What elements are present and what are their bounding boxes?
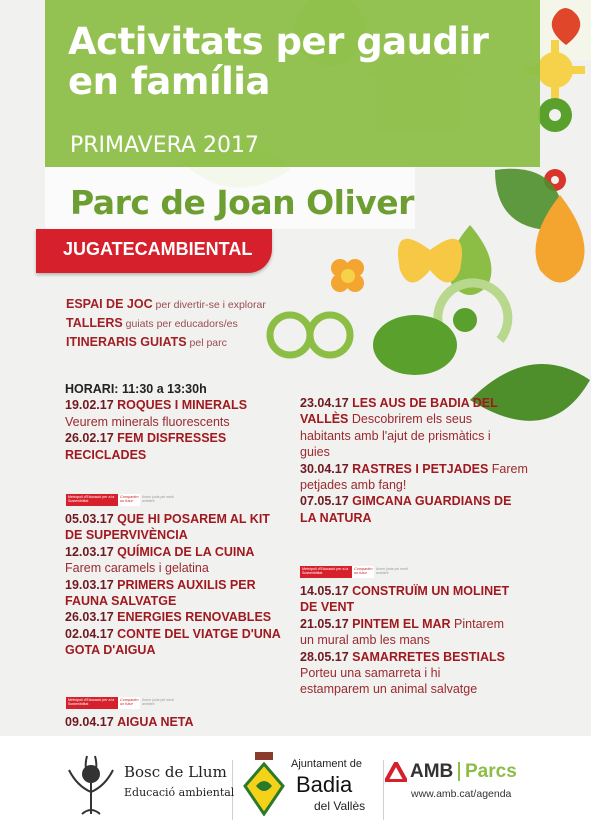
event-date: 09.04.17 bbox=[65, 715, 114, 729]
event-date: 19.03.17 bbox=[65, 577, 114, 592]
flower-icon bbox=[331, 259, 364, 292]
event-date: 05.03.17 bbox=[65, 512, 114, 526]
title-line-1: Activitats per gaudir bbox=[68, 20, 489, 63]
event-item bbox=[65, 714, 305, 730]
badia-shield-icon bbox=[243, 752, 285, 816]
feature-text: pel parc bbox=[189, 337, 227, 349]
event-item bbox=[65, 430, 305, 446]
event-title: LES AUS DE BADIA DEL bbox=[352, 396, 498, 410]
amb-triangle-icon bbox=[385, 762, 407, 782]
event-title-cont: VALLÈS bbox=[300, 412, 349, 427]
event-note: Farem bbox=[491, 461, 528, 476]
event-title: RASTRES I PETJADES bbox=[352, 461, 489, 476]
event-title: ROQUES I MINERALS bbox=[117, 398, 248, 413]
bicycle-icon bbox=[270, 315, 350, 355]
event-title-cont: RECICLADES bbox=[65, 447, 147, 462]
event-item bbox=[65, 626, 305, 642]
feature-item bbox=[66, 297, 266, 311]
event-title: AIGUA NETA bbox=[117, 715, 194, 729]
logo-bosc-subtitle: Educació ambiental bbox=[124, 786, 235, 799]
agenda-link[interactable]: www.amb.cat/agenda bbox=[411, 788, 512, 800]
event-note: Farem caramels i gelatina bbox=[65, 561, 209, 576]
program-name: JUGATECAMBIENTAL bbox=[63, 239, 253, 259]
schedule-right-column bbox=[300, 395, 540, 526]
event-title-cont: FAUNA SALVATGE bbox=[65, 594, 177, 609]
partner-strip bbox=[300, 566, 418, 578]
turtle-icon bbox=[373, 308, 477, 375]
event-date: 28.05.17 bbox=[300, 649, 349, 664]
event-item bbox=[300, 395, 540, 411]
event-note: Descobrirem els seus bbox=[351, 412, 473, 427]
event-date: 07.05.17 bbox=[300, 494, 349, 509]
partner-strip-red: Metròpoli d'Educació per a la Sostenibilitat bbox=[300, 566, 352, 578]
event-item bbox=[65, 397, 305, 413]
event-date: 26.03.17 bbox=[65, 610, 114, 625]
schedule-hours: HORARI: 11:30 a 13:30h bbox=[65, 382, 207, 396]
event-title-cont: DE SUPERVIVÈNCIA bbox=[65, 528, 188, 543]
partner-strip bbox=[66, 494, 184, 506]
gear-icon bbox=[538, 98, 572, 132]
event-title: FEM DISFRESSES bbox=[117, 431, 227, 446]
event-note: un mural amb les mans bbox=[300, 633, 430, 648]
logo-badia: Badia bbox=[296, 772, 353, 797]
schedule-left-column-3 bbox=[65, 714, 305, 730]
butterfly-icon bbox=[398, 239, 462, 283]
feature-text: guiats per educadors/es bbox=[125, 318, 238, 330]
event-date: 21.05.17 bbox=[300, 616, 349, 631]
logo-del-valles: del Vallès bbox=[314, 799, 366, 813]
feature-item bbox=[66, 316, 238, 330]
feature-text: per divertir-se i explorar bbox=[155, 299, 266, 311]
partner-strip-white: Anem junts pel medi ambient bbox=[376, 567, 408, 575]
event-note: Pintarem bbox=[454, 616, 505, 631]
partner-strip-red: Metròpoli d'Educació per a la Sostenibilitat bbox=[66, 494, 118, 506]
event-date: 14.05.17 bbox=[300, 584, 349, 598]
event-item bbox=[65, 577, 305, 593]
event-date: 02.04.17 bbox=[65, 626, 114, 641]
partner-strip-green: Compartim un futur bbox=[118, 494, 140, 506]
season-label: PRIMAVERA 2017 bbox=[70, 133, 260, 158]
partner-strip-green: Compartim un futur bbox=[352, 566, 374, 578]
event-note: habitants amb l'ajut de prismàtics i bbox=[300, 428, 491, 443]
event-title-cont: DE VENT bbox=[300, 600, 355, 615]
event-date: 23.04.17 bbox=[300, 396, 349, 410]
partner-strip bbox=[66, 697, 184, 709]
event-title-cont: GOTA D'AIGUA bbox=[65, 643, 156, 658]
event-title-cont: LA NATURA bbox=[300, 510, 372, 525]
program-ribbon bbox=[36, 229, 272, 273]
logo-bosc-de-llum: Bosc de Llum bbox=[124, 763, 227, 781]
feature-title: TALLERS bbox=[66, 316, 123, 330]
event-title: QUÍMICA DE LA CUINA bbox=[117, 544, 255, 559]
schedule-left-column-2 bbox=[65, 511, 305, 659]
partner-strip-green: Compartim un futur bbox=[118, 697, 140, 709]
schedule-right-column-2 bbox=[300, 583, 540, 698]
event-item bbox=[300, 583, 540, 599]
amb-divider bbox=[458, 762, 460, 781]
event-title: PINTEM EL MAR bbox=[352, 616, 451, 631]
event-note: Veurem minerals fluorescents bbox=[65, 414, 230, 429]
event-date: 12.03.17 bbox=[65, 544, 114, 559]
park-name: Parc de Joan Oliver bbox=[70, 183, 414, 222]
event-date: 26.02.17 bbox=[65, 431, 114, 446]
event-title: QUE HI POSAREM AL KIT bbox=[117, 512, 270, 526]
partner-strip-white: Anem junts pel medi ambient bbox=[142, 495, 174, 503]
partner-strip-red: Metròpoli d'Educació per a la Sostenibilitat bbox=[66, 697, 118, 709]
event-note: estamparem un animal salvatge bbox=[300, 682, 478, 697]
event-item bbox=[65, 511, 305, 527]
partner-strip-white: Anem junts pel medi ambient bbox=[142, 698, 174, 706]
schedule-left-column bbox=[65, 381, 305, 463]
feature-title: ITINERARIS GUIATS bbox=[66, 335, 187, 349]
event-title: CONSTRUÏM UN MOLINET bbox=[352, 584, 510, 598]
event-note: petjades amb fang! bbox=[300, 478, 407, 493]
event-item bbox=[300, 649, 540, 665]
tree-logo-icon bbox=[62, 752, 120, 816]
event-date: 30.04.17 bbox=[300, 461, 349, 476]
event-item bbox=[300, 493, 540, 509]
event-item bbox=[300, 616, 540, 632]
footer-divider bbox=[383, 760, 384, 820]
logo-amb: AMB bbox=[410, 761, 454, 782]
event-item bbox=[65, 609, 305, 625]
event-title: PRIMERS AUXILIS PER bbox=[117, 577, 256, 592]
logo-ajuntament: Ajuntament de bbox=[291, 758, 362, 770]
page-title bbox=[68, 22, 488, 102]
feature-item bbox=[66, 335, 227, 349]
event-item bbox=[300, 461, 540, 477]
event-date: 19.02.17 bbox=[65, 398, 114, 413]
event-title: CONTE DEL VIATGE D'UNA bbox=[117, 626, 281, 641]
event-item-cont bbox=[300, 411, 540, 427]
event-note: Porteu una samarreta i hi bbox=[300, 666, 441, 681]
logo-parcs: Parcs bbox=[465, 761, 517, 782]
event-title: ENERGIES RENOVABLES bbox=[117, 610, 272, 625]
event-item bbox=[65, 544, 305, 560]
event-title: GIMCANA GUARDIANS DE bbox=[352, 494, 512, 509]
feature-title: ESPAI DE JOC bbox=[66, 297, 153, 311]
event-title: SAMARRETES BESTIALS bbox=[352, 649, 505, 664]
title-line-2: en família bbox=[68, 60, 270, 103]
event-note: guies bbox=[300, 445, 330, 460]
